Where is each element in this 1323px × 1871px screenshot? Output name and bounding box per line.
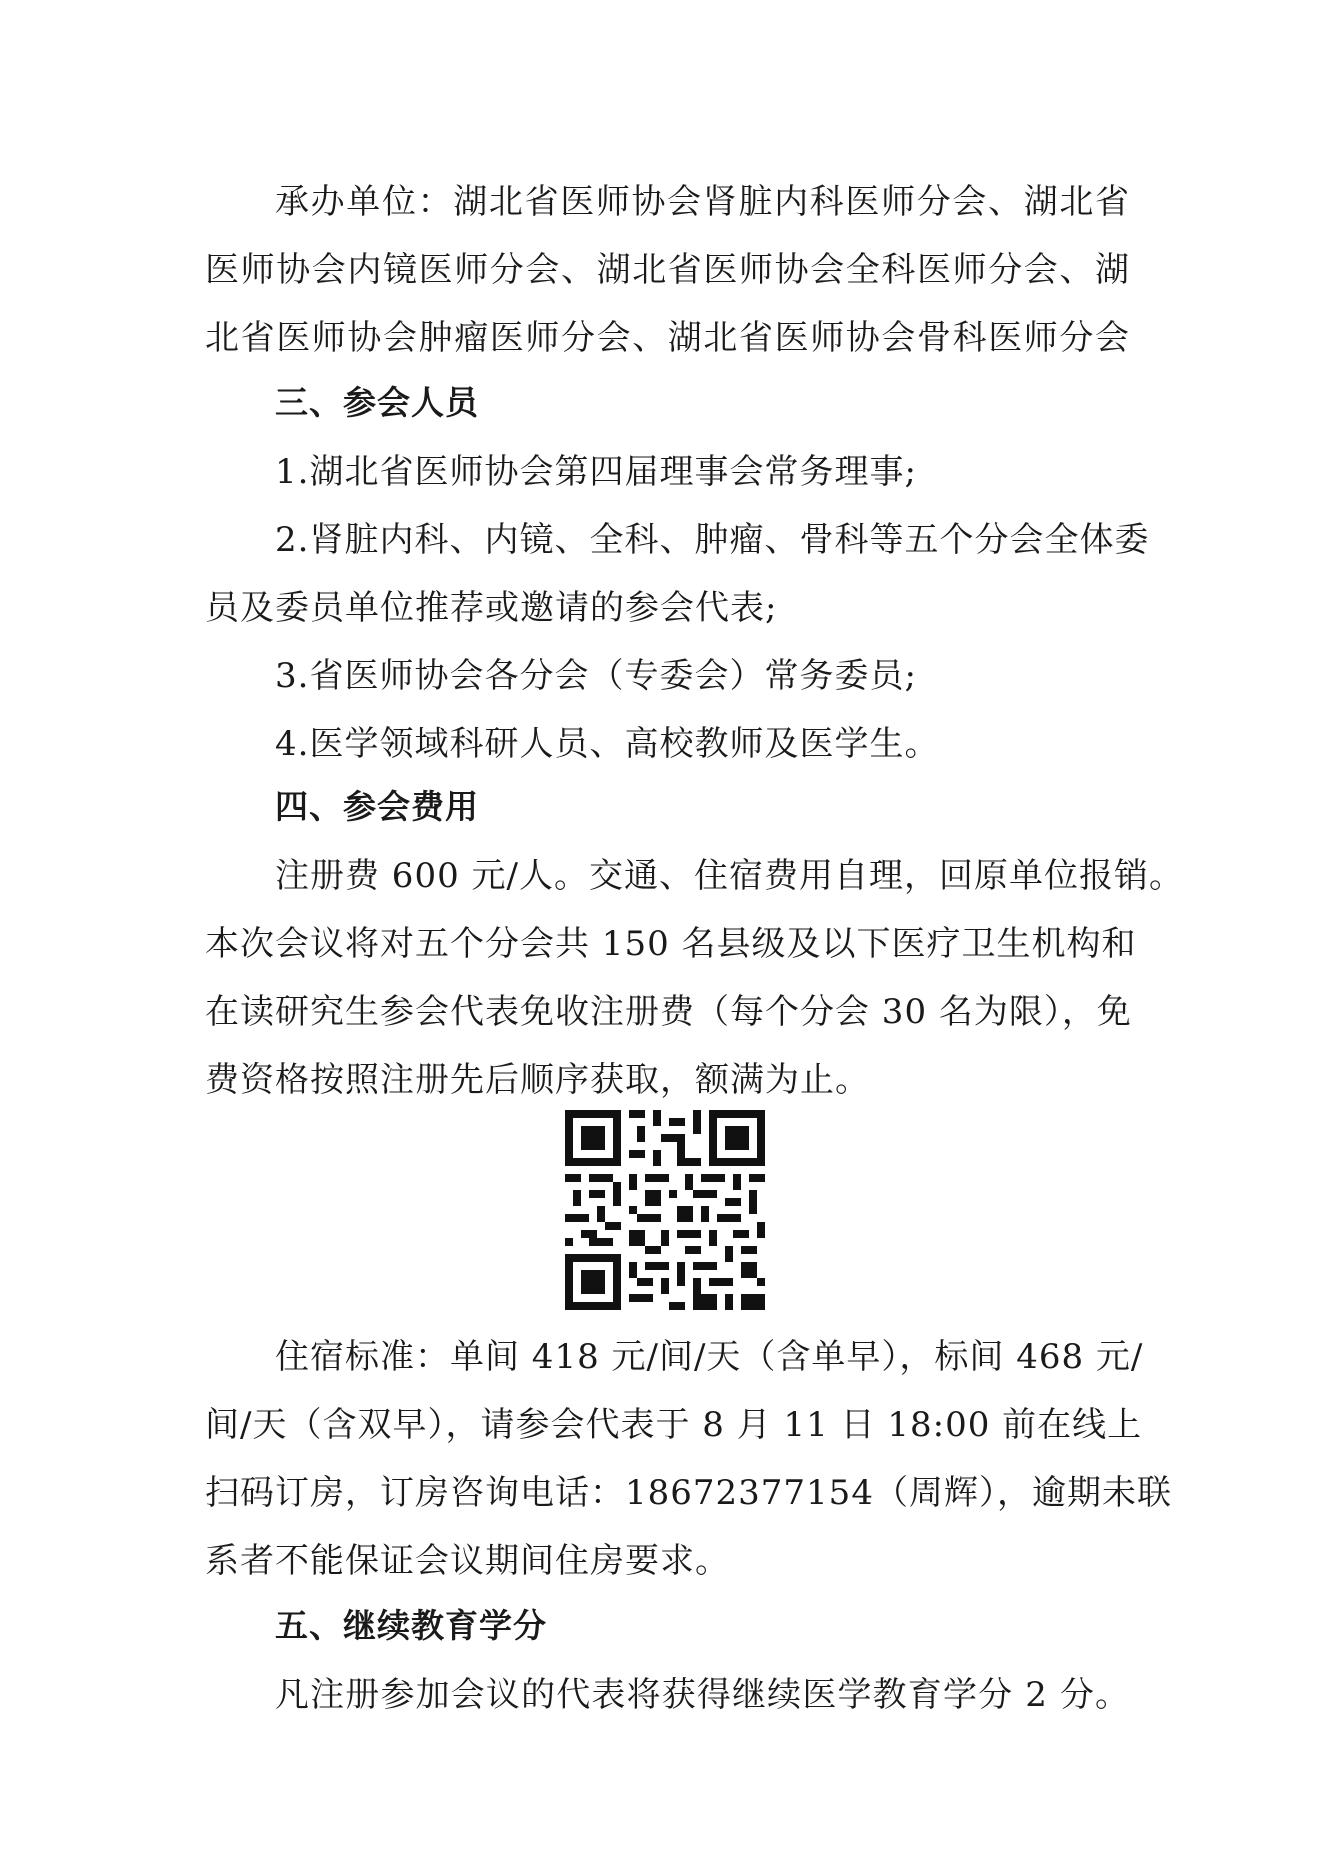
lodging-line-4: 系者不能保证会议期间住房要求。 (205, 1541, 730, 1581)
section-3-heading: 三、参会人员 (275, 383, 479, 422)
attendee-item-4: 4.医学领域科研人员、高校教师及医学生。 (275, 724, 940, 764)
attendee-item-2: 2.肾脏内科、内镜、全科、肿瘤、骨科等五个分会全体委 (275, 520, 1150, 560)
fee-line-2: 本次会议将对五个分会共 150 名县级及以下医疗卫生机构和 (205, 924, 1137, 964)
organizer-line-3: 北省医师协会肿瘤医师分会、湖北省医师协会骨科医师分会 (205, 318, 1130, 358)
organizer-line-2: 医师协会内镜医师分会、湖北省医师协会全科医师分会、湖 (205, 250, 1130, 290)
fee-line-3: 在读研究生参会代表免收注册费（每个分会 30 名为限），免 (205, 992, 1132, 1032)
qr-code-icon[interactable] (565, 1110, 765, 1310)
attendee-item-2-cont: 员及委员单位推荐或邀请的参会代表; (205, 588, 778, 628)
section-5-heading: 五、继续教育学分 (275, 1606, 547, 1645)
credit-text: 凡注册参加会议的代表将获得继续医学教育学分 2 分。 (275, 1675, 1130, 1715)
fee-line-1: 注册费 600 元/人。交通、住宿费用自理，回原单位报销。 (275, 856, 1184, 896)
fee-line-4: 费资格按照注册先后顺序获取，额满为止。 (205, 1060, 870, 1100)
lodging-line-2: 间/天（含双早），请参会代表于 8 月 11 日 18:00 前在线上 (205, 1405, 1143, 1445)
lodging-line-1: 住宿标准：单间 418 元/间/天（含单早），标间 468 元/ (275, 1337, 1144, 1377)
lodging-line-3: 扫码订房，订房咨询电话：18672377154（周辉），逾期未联 (205, 1473, 1172, 1513)
attendee-item-1: 1.湖北省医师协会第四届理事会常务理事; (275, 452, 917, 492)
section-4-heading: 四、参会费用 (275, 787, 479, 826)
organizer-line-1: 承办单位：湖北省医师协会肾脏内科医师分会、湖北省 (275, 182, 1130, 222)
attendee-item-3: 3.省医师协会各分会（专委会）常务委员; (275, 656, 917, 696)
qr-code-graphic (565, 1110, 765, 1310)
